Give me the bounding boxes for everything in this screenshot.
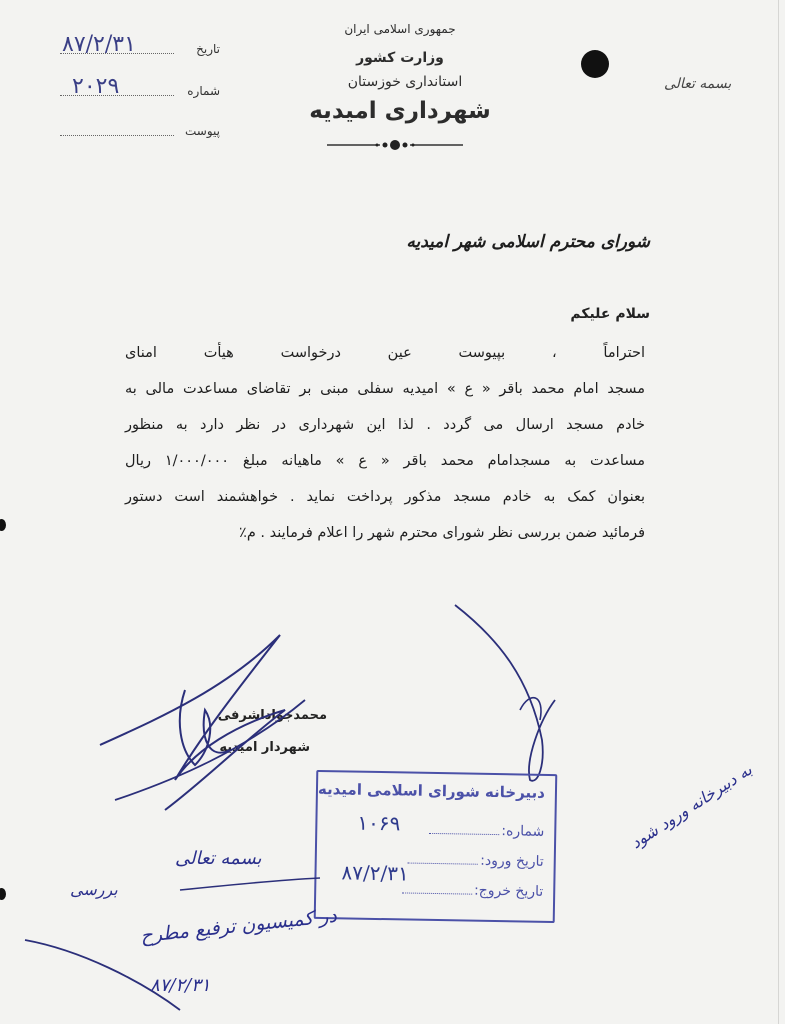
stamp-number-label: شماره: [501,823,545,840]
attachment-label: پیوست [185,124,220,138]
stamp-title: دبیرخانه شورای اسلامی امیدیه [317,779,546,802]
punch-hole [0,519,6,531]
stamp-exit-label: تاریخ خروج: [473,882,544,900]
body-line: مسجد امام محمد باقر « ع » امیدیه سفلی مبنی بر تقاضای مساعدت مالی به [125,381,645,397]
signer-title: شهردار امیدیه [219,740,310,755]
municipality-title: شهرداری امیدیه [309,98,491,124]
handwritten-commission-note: در کمیسیون ترفیع مطرح [139,904,338,948]
stamp-entry-row [406,851,544,869]
body-line: مساعدت به مسجدامام محمد باقر « ع » ماهیانه مبلغ ۱/۰۰۰/۰۰۰ ریال [125,453,645,469]
handwritten-referral: به دبیرخانه ورود شود [627,760,756,853]
stamp-entry-value: ۸۷/۲/۳۱ [341,860,409,886]
body-line: خادم مسجد ارسال می گردد . لذا این شهرداری در نظر دارد به منظور [125,417,645,433]
attachment-field [60,122,220,142]
province-title: استانداری خوزستان [347,74,463,90]
stamp-exit-row [400,881,543,899]
corner-invocation: بسمه تعالی [664,76,732,92]
recipient-line: شورای محترم اسلامی شهر امیدیه [406,232,650,252]
handwritten-date: ۸۷/۲/۳۱ [150,975,211,996]
punch-hole [0,888,6,900]
ink-dot [581,50,609,78]
ornament-divider [325,137,465,153]
handwritten-bismillah: بسمه تعالی [175,848,262,869]
date-value: ۸۷/۲/۳۱ [62,32,136,57]
body-line: احتراماً ، بپیوست عین درخواست هیأت امنای [125,345,645,361]
republic-title: جمهوری اسلامی ایران [344,22,456,36]
stamp-number-value: ۱۰۶۹ [357,810,401,836]
handwritten-note-review: بررسی [70,880,118,899]
stamp-number-row [427,822,544,840]
body-line: فرمائید ضمن بررسی نظر شورای محترم شهر را اعلام فرمایند . م٪ [239,525,645,541]
number-value: ۲۰۲۹ [72,74,120,99]
paper-edge [778,0,779,1024]
greeting: سلام علیکم [570,306,650,322]
council-signature [450,600,650,790]
stamp-entry-label: تاریخ ورود: [480,852,544,870]
body-line: بعنوان کمک به خادم مسجد مذکور پرداخت نماید . خواهشمند است دستور [125,489,645,505]
signer-name: محمدجواداشرفی [217,708,327,723]
date-label: تاریخ [196,42,220,56]
ministry-title: وزارت کشور [356,50,444,66]
number-label: شماره [187,84,220,98]
council-secretariat-stamp [314,770,558,923]
